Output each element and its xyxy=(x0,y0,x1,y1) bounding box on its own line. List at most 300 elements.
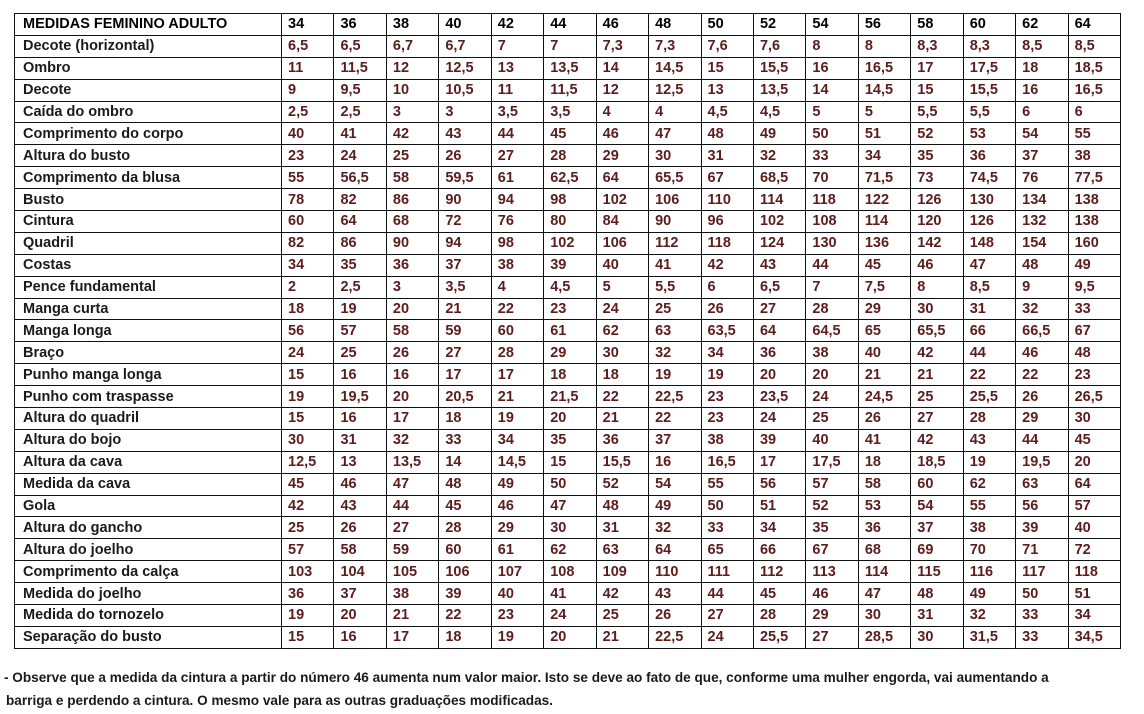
measurement-value: 36 xyxy=(858,517,910,539)
measurement-value: 17 xyxy=(386,408,438,430)
measurement-value: 21 xyxy=(911,364,963,386)
table-row xyxy=(15,364,1121,386)
table-row xyxy=(15,539,1121,561)
measurement-value: 24 xyxy=(806,386,858,408)
measurement-value: 39 xyxy=(439,583,491,605)
size-header: 44 xyxy=(544,14,596,36)
measurement-label: Decote xyxy=(15,79,282,101)
table-row xyxy=(15,473,1121,495)
measurement-value: 13 xyxy=(701,79,753,101)
measurement-value: 14 xyxy=(439,451,491,473)
measurement-value: 7 xyxy=(806,276,858,298)
measurement-value: 16,5 xyxy=(858,57,910,79)
measurement-value: 29 xyxy=(806,605,858,627)
measurement-value: 37 xyxy=(439,254,491,276)
measurement-value: 19,5 xyxy=(1016,451,1068,473)
measurement-value: 25 xyxy=(386,145,438,167)
measurement-value: 71 xyxy=(1016,539,1068,561)
size-header: 46 xyxy=(596,14,648,36)
measurement-value: 26,5 xyxy=(1068,386,1120,408)
measurement-value: 26 xyxy=(701,298,753,320)
measurement-value: 40 xyxy=(1068,517,1120,539)
measurement-label: Separação do busto xyxy=(15,626,282,648)
measurement-value: 24 xyxy=(753,408,805,430)
measurement-value: 46 xyxy=(596,123,648,145)
measurement-value: 38 xyxy=(963,517,1015,539)
measurement-value: 50 xyxy=(806,123,858,145)
measurement-value: 2 xyxy=(282,276,334,298)
measurement-value: 22 xyxy=(1016,364,1068,386)
measurement-label: Caída do ombro xyxy=(15,101,282,123)
measurement-value: 66,5 xyxy=(1016,320,1068,342)
measurement-value: 67 xyxy=(701,167,753,189)
measurement-value: 130 xyxy=(963,189,1015,211)
measurement-value: 55 xyxy=(282,167,334,189)
measurement-value: 7,3 xyxy=(596,35,648,57)
measurement-value: 63,5 xyxy=(701,320,753,342)
measurement-value: 160 xyxy=(1068,232,1120,254)
measurement-value: 55 xyxy=(1068,123,1120,145)
measurement-value: 43 xyxy=(649,583,701,605)
measurement-value: 114 xyxy=(858,211,910,233)
measurement-label: Medida do tornozelo xyxy=(15,605,282,627)
measurement-value: 118 xyxy=(806,189,858,211)
measurement-value: 70 xyxy=(806,167,858,189)
measurement-value: 110 xyxy=(701,189,753,211)
measurement-value: 154 xyxy=(1016,232,1068,254)
measurement-value: 33 xyxy=(806,145,858,167)
measurement-value: 67 xyxy=(1068,320,1120,342)
measurement-value: 34,5 xyxy=(1068,626,1120,648)
measurement-value: 56,5 xyxy=(334,167,386,189)
measurement-value: 94 xyxy=(491,189,543,211)
measurement-value: 26 xyxy=(439,145,491,167)
measurement-value: 44 xyxy=(491,123,543,145)
measurement-label: Braço xyxy=(15,342,282,364)
measurement-value: 68 xyxy=(386,211,438,233)
measurement-value: 23 xyxy=(491,605,543,627)
measurement-value: 49 xyxy=(1068,254,1120,276)
measurement-value: 24 xyxy=(334,145,386,167)
measurement-value: 40 xyxy=(806,429,858,451)
table-row xyxy=(15,429,1121,451)
size-header: 36 xyxy=(334,14,386,36)
measurement-label: Altura do quadril xyxy=(15,408,282,430)
measurement-value: 16 xyxy=(334,408,386,430)
measurement-value: 3 xyxy=(386,101,438,123)
measurement-value: 49 xyxy=(753,123,805,145)
table-row xyxy=(15,79,1121,101)
measurement-value: 63 xyxy=(649,320,701,342)
measurement-value: 105 xyxy=(386,561,438,583)
measurement-value: 18 xyxy=(544,364,596,386)
measurement-value: 41 xyxy=(544,583,596,605)
measurement-value: 32 xyxy=(753,145,805,167)
measurement-value: 17 xyxy=(911,57,963,79)
measurement-value: 45 xyxy=(753,583,805,605)
table-row xyxy=(15,254,1121,276)
measurement-value: 2,5 xyxy=(282,101,334,123)
measurement-value: 24 xyxy=(596,298,648,320)
measurement-value: 45 xyxy=(282,473,334,495)
measurement-value: 49 xyxy=(649,495,701,517)
measurement-value: 35 xyxy=(806,517,858,539)
measurement-value: 13 xyxy=(491,57,543,79)
measurement-value: 53 xyxy=(858,495,910,517)
measurement-value: 42 xyxy=(386,123,438,145)
measurement-value: 22 xyxy=(491,298,543,320)
measurement-value: 30 xyxy=(649,145,701,167)
measurement-label: Comprimento do corpo xyxy=(15,123,282,145)
measurement-value: 77,5 xyxy=(1068,167,1120,189)
measurement-value: 82 xyxy=(334,189,386,211)
measurement-value: 37 xyxy=(334,583,386,605)
measurement-value: 54 xyxy=(649,473,701,495)
measurement-value: 42 xyxy=(282,495,334,517)
measurement-value: 64 xyxy=(334,211,386,233)
measurement-value: 23 xyxy=(544,298,596,320)
measurement-value: 21 xyxy=(596,626,648,648)
measurement-value: 38 xyxy=(701,429,753,451)
measurement-value: 34 xyxy=(858,145,910,167)
table-row xyxy=(15,561,1121,583)
measurement-value: 46 xyxy=(1016,342,1068,364)
measurement-label: Medida do joelho xyxy=(15,583,282,605)
measurement-value: 30 xyxy=(858,605,910,627)
measurement-value: 86 xyxy=(334,232,386,254)
measurement-value: 20 xyxy=(386,298,438,320)
measurement-value: 76 xyxy=(491,211,543,233)
measurement-value: 31 xyxy=(596,517,648,539)
size-header: 64 xyxy=(1068,14,1120,36)
measurement-value: 31 xyxy=(911,605,963,627)
measurement-value: 58 xyxy=(386,320,438,342)
measurement-value: 54 xyxy=(911,495,963,517)
measurement-value: 22 xyxy=(439,605,491,627)
measurement-value: 29 xyxy=(596,145,648,167)
measurement-value: 53 xyxy=(963,123,1015,145)
measurement-value: 55 xyxy=(963,495,1015,517)
measurement-value: 8 xyxy=(911,276,963,298)
measurement-value: 37 xyxy=(649,429,701,451)
measurement-value: 12 xyxy=(596,79,648,101)
measurement-value: 47 xyxy=(963,254,1015,276)
measurement-value: 90 xyxy=(386,232,438,254)
measurement-value: 132 xyxy=(1016,211,1068,233)
measurement-label: Ombro xyxy=(15,57,282,79)
measurement-value: 117 xyxy=(1016,561,1068,583)
measurement-value: 64 xyxy=(649,539,701,561)
measurement-value: 5,5 xyxy=(963,101,1015,123)
measurement-value: 15 xyxy=(544,451,596,473)
measurement-value: 51 xyxy=(1068,583,1120,605)
measurement-value: 50 xyxy=(701,495,753,517)
measurement-value: 8,5 xyxy=(1068,35,1120,57)
measurement-value: 12,5 xyxy=(649,79,701,101)
measurement-value: 17,5 xyxy=(963,57,1015,79)
measurement-value: 90 xyxy=(649,211,701,233)
measurement-value: 33 xyxy=(1068,298,1120,320)
measurement-value: 32 xyxy=(649,517,701,539)
measurement-value: 20,5 xyxy=(439,386,491,408)
measurement-value: 52 xyxy=(596,473,648,495)
measurement-value: 28 xyxy=(806,298,858,320)
measurement-value: 38 xyxy=(491,254,543,276)
measurement-label: Decote (horizontal) xyxy=(15,35,282,57)
measurement-value: 27 xyxy=(911,408,963,430)
measurement-value: 25 xyxy=(596,605,648,627)
measurement-label: Comprimento da blusa xyxy=(15,167,282,189)
measurement-value: 19,5 xyxy=(334,386,386,408)
measurement-value: 57 xyxy=(334,320,386,342)
measurement-value: 19 xyxy=(491,626,543,648)
measurement-value: 33 xyxy=(439,429,491,451)
measurement-value: 45 xyxy=(1068,429,1120,451)
measurement-value: 8,5 xyxy=(1016,35,1068,57)
measurement-value: 94 xyxy=(439,232,491,254)
measurement-value: 23 xyxy=(701,386,753,408)
table-row xyxy=(15,167,1121,189)
measurement-value: 4 xyxy=(491,276,543,298)
measurement-value: 4,5 xyxy=(753,101,805,123)
measurement-value: 50 xyxy=(1016,583,1068,605)
measurement-value: 19 xyxy=(649,364,701,386)
measurement-value: 56 xyxy=(282,320,334,342)
measurement-value: 34 xyxy=(753,517,805,539)
measurement-value: 21,5 xyxy=(544,386,596,408)
measurement-value: 65,5 xyxy=(649,167,701,189)
measurement-value: 17 xyxy=(386,626,438,648)
measurement-value: 23 xyxy=(282,145,334,167)
measurement-value: 60 xyxy=(911,473,963,495)
measurement-value: 28 xyxy=(491,342,543,364)
table-row xyxy=(15,386,1121,408)
measurement-value: 6,7 xyxy=(386,35,438,57)
measurement-value: 112 xyxy=(649,232,701,254)
measurement-value: 7,3 xyxy=(649,35,701,57)
table-row xyxy=(15,517,1121,539)
measurement-value: 27 xyxy=(806,626,858,648)
measurement-value: 62 xyxy=(596,320,648,342)
measurement-value: 49 xyxy=(491,473,543,495)
measurement-value: 45 xyxy=(858,254,910,276)
measurement-label: Pence fundamental xyxy=(15,276,282,298)
measurement-value: 16 xyxy=(334,626,386,648)
measurement-value: 18 xyxy=(439,408,491,430)
measurement-value: 35 xyxy=(911,145,963,167)
measurement-value: 16 xyxy=(649,451,701,473)
measurement-value: 36 xyxy=(282,583,334,605)
measurement-value: 49 xyxy=(963,583,1015,605)
measurement-value: 7 xyxy=(491,35,543,57)
measurement-value: 13,5 xyxy=(753,79,805,101)
measurement-value: 40 xyxy=(858,342,910,364)
measurement-value: 46 xyxy=(806,583,858,605)
measurement-value: 4,5 xyxy=(544,276,596,298)
measurement-value: 17 xyxy=(439,364,491,386)
measurement-value: 96 xyxy=(701,211,753,233)
measurement-value: 64 xyxy=(1068,473,1120,495)
measurement-value: 90 xyxy=(439,189,491,211)
measurement-value: 37 xyxy=(911,517,963,539)
measurement-value: 18 xyxy=(858,451,910,473)
measurement-value: 61 xyxy=(491,167,543,189)
measurement-value: 116 xyxy=(963,561,1015,583)
measurement-value: 42 xyxy=(596,583,648,605)
measurement-label: Punho manga longa xyxy=(15,364,282,386)
measurement-label: Costas xyxy=(15,254,282,276)
measurement-value: 32 xyxy=(963,605,1015,627)
measurement-value: 40 xyxy=(491,583,543,605)
measurement-value: 31 xyxy=(701,145,753,167)
measurement-value: 7,6 xyxy=(753,35,805,57)
measurement-value: 48 xyxy=(439,473,491,495)
measurement-value: 58 xyxy=(386,167,438,189)
measurement-value: 12,5 xyxy=(282,451,334,473)
measurement-value: 108 xyxy=(806,211,858,233)
measurement-value: 25 xyxy=(806,408,858,430)
size-header: 50 xyxy=(701,14,753,36)
measurement-value: 43 xyxy=(439,123,491,145)
measurement-value: 86 xyxy=(386,189,438,211)
measurement-value: 31,5 xyxy=(963,626,1015,648)
measurement-value: 35 xyxy=(334,254,386,276)
measurement-value: 26 xyxy=(1016,386,1068,408)
measurement-value: 64 xyxy=(596,167,648,189)
measurement-value: 2,5 xyxy=(334,101,386,123)
measurement-value: 23 xyxy=(701,408,753,430)
measurement-value: 9,5 xyxy=(1068,276,1120,298)
measurement-value: 44 xyxy=(386,495,438,517)
measurement-value: 25,5 xyxy=(963,386,1015,408)
measurement-value: 120 xyxy=(911,211,963,233)
measurement-value: 28 xyxy=(963,408,1015,430)
measurement-value: 32 xyxy=(386,429,438,451)
measurement-value: 72 xyxy=(1068,539,1120,561)
measurement-value: 25 xyxy=(334,342,386,364)
measurement-value: 26 xyxy=(858,408,910,430)
measurement-value: 113 xyxy=(806,561,858,583)
measurement-value: 6 xyxy=(701,276,753,298)
size-chart-table xyxy=(14,13,1121,649)
measurement-value: 48 xyxy=(1016,254,1068,276)
measurement-value: 61 xyxy=(491,539,543,561)
footnote-line-1: - Observe que a medida da cintura a partir do número 46 aumenta num valor maior. Isto se deve ao fato de que, conforme uma mulher engorda, vai aumentando a xyxy=(4,670,1049,685)
measurement-value: 22 xyxy=(963,364,1015,386)
measurement-value: 114 xyxy=(753,189,805,211)
measurement-value: 37 xyxy=(1016,145,1068,167)
measurement-value: 33 xyxy=(701,517,753,539)
measurement-value: 110 xyxy=(649,561,701,583)
measurement-value: 114 xyxy=(858,561,910,583)
measurement-value: 9 xyxy=(282,79,334,101)
measurement-value: 61 xyxy=(544,320,596,342)
measurement-value: 68 xyxy=(858,539,910,561)
measurement-value: 28 xyxy=(439,517,491,539)
measurement-value: 13,5 xyxy=(544,57,596,79)
measurement-value: 106 xyxy=(649,189,701,211)
measurement-value: 47 xyxy=(544,495,596,517)
measurement-value: 21 xyxy=(596,408,648,430)
measurement-value: 8 xyxy=(806,35,858,57)
measurement-value: 6,7 xyxy=(439,35,491,57)
measurement-value: 21 xyxy=(491,386,543,408)
measurement-value: 12,5 xyxy=(439,57,491,79)
measurement-value: 16,5 xyxy=(701,451,753,473)
measurement-value: 65 xyxy=(858,320,910,342)
measurement-value: 41 xyxy=(334,123,386,145)
measurement-value: 47 xyxy=(649,123,701,145)
measurement-value: 17 xyxy=(753,451,805,473)
measurement-value: 111 xyxy=(701,561,753,583)
measurement-value: 6,5 xyxy=(282,35,334,57)
measurement-value: 11,5 xyxy=(334,57,386,79)
measurement-value: 57 xyxy=(1068,495,1120,517)
measurement-value: 16 xyxy=(386,364,438,386)
measurement-value: 21 xyxy=(439,298,491,320)
measurement-label: Medida da cava xyxy=(15,473,282,495)
measurement-value: 32 xyxy=(649,342,701,364)
table-row xyxy=(15,320,1121,342)
measurement-value: 72 xyxy=(439,211,491,233)
measurement-value: 20 xyxy=(334,605,386,627)
measurement-value: 18 xyxy=(282,298,334,320)
size-header: 48 xyxy=(649,14,701,36)
measurement-value: 28 xyxy=(753,605,805,627)
measurement-value: 14 xyxy=(596,57,648,79)
measurement-value: 18 xyxy=(596,364,648,386)
size-header: 58 xyxy=(911,14,963,36)
measurement-value: 19 xyxy=(334,298,386,320)
measurement-value: 50 xyxy=(544,473,596,495)
measurement-value: 27 xyxy=(439,342,491,364)
measurement-value: 124 xyxy=(753,232,805,254)
measurement-value: 64,5 xyxy=(806,320,858,342)
measurement-value: 7,5 xyxy=(858,276,910,298)
measurement-value: 104 xyxy=(334,561,386,583)
table-row xyxy=(15,232,1121,254)
measurement-label: Altura do joelho xyxy=(15,539,282,561)
measurement-value: 23,5 xyxy=(753,386,805,408)
measurement-value: 15 xyxy=(282,626,334,648)
measurement-value: 3 xyxy=(386,276,438,298)
measurement-value: 15,5 xyxy=(963,79,1015,101)
measurement-value: 10,5 xyxy=(439,79,491,101)
measurement-value: 19 xyxy=(491,408,543,430)
measurement-value: 26 xyxy=(386,342,438,364)
measurement-value: 48 xyxy=(596,495,648,517)
measurement-value: 8 xyxy=(858,35,910,57)
measurement-value: 31 xyxy=(334,429,386,451)
measurement-value: 24 xyxy=(544,605,596,627)
measurement-value: 59 xyxy=(386,539,438,561)
measurement-value: 47 xyxy=(858,583,910,605)
measurement-value: 13,5 xyxy=(386,451,438,473)
measurement-value: 25 xyxy=(649,298,701,320)
measurement-value: 65 xyxy=(701,539,753,561)
measurement-value: 29 xyxy=(858,298,910,320)
measurement-value: 46 xyxy=(911,254,963,276)
measurement-value: 11 xyxy=(282,57,334,79)
measurement-value: 36 xyxy=(386,254,438,276)
measurement-value: 84 xyxy=(596,211,648,233)
measurement-value: 15 xyxy=(701,57,753,79)
measurement-value: 19 xyxy=(282,605,334,627)
measurement-value: 5 xyxy=(858,101,910,123)
measurement-value: 68,5 xyxy=(753,167,805,189)
measurement-value: 40 xyxy=(282,123,334,145)
measurement-value: 102 xyxy=(544,232,596,254)
